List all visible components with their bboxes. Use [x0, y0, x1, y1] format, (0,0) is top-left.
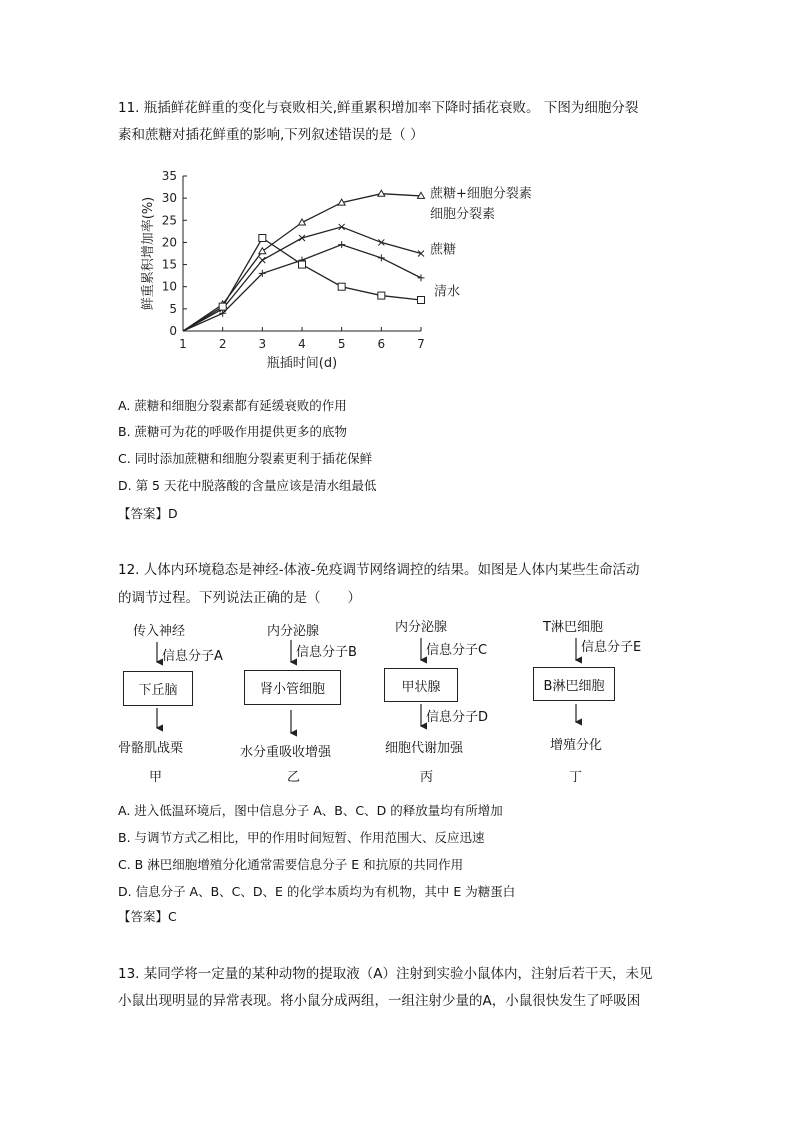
y-tick-label: 35	[161, 169, 177, 183]
jia-signal: 信息分子A	[162, 649, 223, 664]
ding-signal: 信息分子E	[581, 640, 642, 655]
legend-label-square: 清水	[434, 284, 461, 300]
q12-option-d: D. 信息分子 A、B、C、D、E 的化学本质均为有机物，其中 E 为糖蛋白	[118, 884, 516, 899]
y-tick-label: 30	[161, 191, 177, 206]
x-tick-label: 3	[258, 337, 267, 351]
x-tick-label: 7	[417, 337, 425, 351]
q12-stem-line2: 的调节过程。下列说法正确的是（ ）	[118, 590, 361, 606]
q11-option-a: A. 蔗糖和细胞分裂素都有延缓衰败的作用	[118, 398, 347, 413]
x-tick-label: 6	[377, 337, 386, 351]
x-axis-label: 瓶插时间(d)	[266, 356, 338, 371]
bing-box: 甲状腺	[384, 668, 458, 702]
yi-signal: 信息分子B	[296, 645, 357, 660]
bing-top: 内分泌腺	[395, 620, 448, 635]
ding-box: B淋巴细胞	[533, 667, 615, 701]
q11-stem-line2: 素和蔗糖对插花鲜重的影响,下列叙述错误的是（ ）	[118, 127, 424, 143]
x-tick-label: 4	[298, 337, 306, 351]
ding-label: 丁	[569, 770, 583, 785]
x-tick-label: 1	[179, 337, 187, 351]
q12-option-c: C. B 淋巴细胞增殖分化通常需要信息分子 E 和抗原的共同作用	[118, 857, 464, 872]
yi-top: 内分泌腺	[267, 624, 320, 639]
ding-top: T淋巴细胞	[543, 620, 603, 635]
y-tick-label: 25	[161, 213, 177, 228]
q11-answer: 【答案】D	[118, 506, 178, 521]
legend-label-plus: 蔗糖	[430, 242, 457, 258]
yi-label: 乙	[287, 770, 301, 785]
y-axis-label: 鲜重累积增加率(%)	[141, 196, 156, 311]
q12-option-a: A. 进入低温环境后，图中信息分子 A、B、C、D 的释放量均有所增加	[118, 803, 503, 818]
y-tick-label: 20	[161, 235, 177, 250]
ding-result: 增殖分化	[550, 738, 603, 753]
y-tick-label: 5	[169, 301, 177, 316]
y-tick-label: 15	[161, 257, 177, 272]
q13-stem-line2: 小鼠出现明显的异常表现。将小鼠分成两组，一组注射少量的A，小鼠很快发生了呼吸困	[118, 993, 641, 1009]
bing-result: 细胞代谢加强	[385, 741, 464, 756]
q11-option-b: B. 蔗糖可为花的呼吸作用提供更多的底物	[118, 424, 348, 439]
legend-label-x: 细胞分裂素	[430, 207, 496, 223]
bing-signal: 信息分子C	[426, 643, 488, 658]
yi-box: 肾小管细胞	[244, 670, 341, 705]
y-tick-label: 0	[169, 324, 177, 338]
jia-result: 骨骼肌战栗	[118, 741, 184, 756]
jia-label: 甲	[149, 770, 163, 785]
jia-box: 下丘脑	[123, 671, 193, 706]
q12-answer: 【答案】C	[118, 909, 177, 924]
bing-signal2: 信息分子D	[426, 710, 489, 725]
x-tick-label: 5	[337, 337, 346, 351]
bing-label: 丙	[420, 770, 434, 785]
x-tick-label: 2	[218, 337, 227, 351]
y-tick-label: 10	[161, 279, 177, 294]
q11-option-c: C. 同时添加蔗糖和细胞分裂素更利于插花保鲜	[118, 451, 373, 466]
legend-label-triangle: 蔗糖+细胞分裂素	[430, 186, 532, 202]
jia-top: 传入神经	[133, 624, 186, 639]
q13-stem-line1: 13. 某同学将一定量的某种动物的提取液（A）注射到实验小鼠体内，注射后若干天，未见	[118, 966, 653, 982]
q12-option-b: B. 与调节方式乙相比，甲的作用时间短暂、作用范围大、反应迅速	[118, 830, 485, 845]
yi-result: 水分重吸收增强	[240, 745, 332, 760]
q12-stem-line1: 12. 人体内环境稳态是神经-体液-免疫调节网络调控的结果。如图是人体内某些生命活动	[118, 562, 640, 578]
q11-stem-line1: 11. 瓶插鲜花鲜重的变化与衰败相关,鲜重累积增加率下降时插花衰败。 下图为细胞分裂	[118, 100, 639, 116]
q11-option-d: D. 第 5 天花中脱落酸的含量应该是清水组最低	[118, 478, 377, 493]
